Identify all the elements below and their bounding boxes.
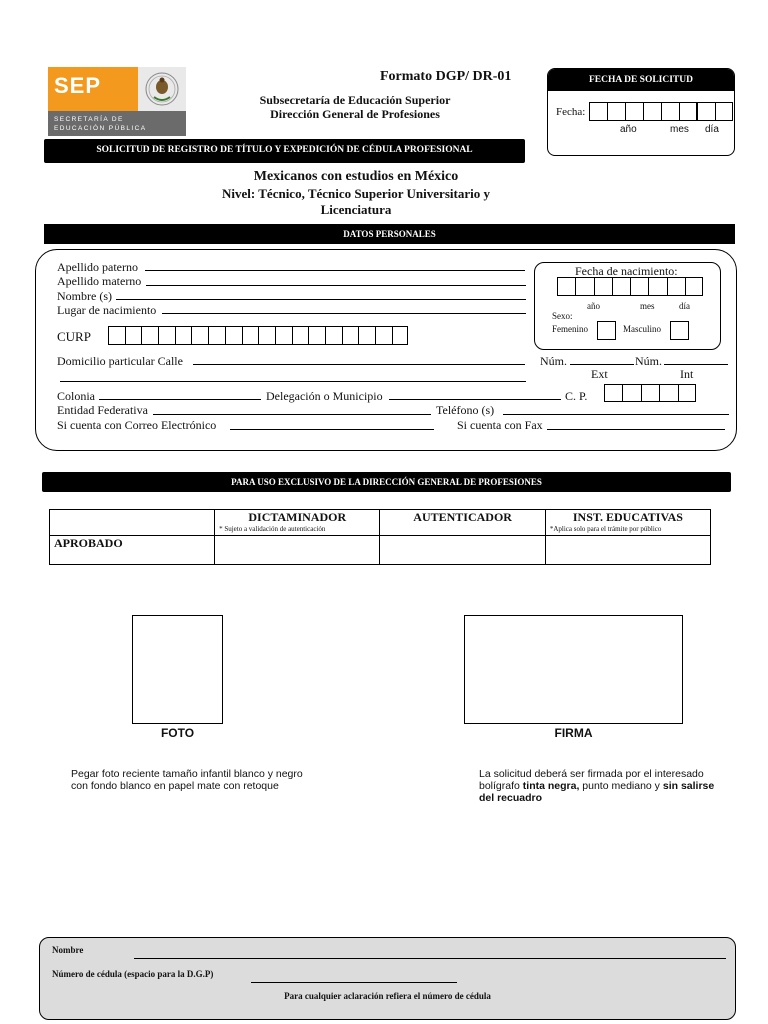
dgp-dictaminador-cell[interactable] xyxy=(215,536,380,565)
field-domicilio[interactable] xyxy=(193,364,525,365)
logo-sub-line1: SECRETARÍA DE xyxy=(54,116,124,123)
request-date-day-cells[interactable] xyxy=(697,102,733,121)
label-domicilio: Domicilio particular Calle xyxy=(57,354,183,368)
subtitle-line2: Nivel: Técnico, Técnico Superior Universitario y xyxy=(222,186,490,201)
dgp-aprobado-label: APROBADO xyxy=(50,536,215,565)
label-nombre: Nombre (s) xyxy=(57,289,112,303)
request-date-label: Fecha: xyxy=(556,106,586,118)
label-curp: CURP xyxy=(57,329,91,344)
male-checkbox[interactable] xyxy=(670,321,689,340)
dgp-autenticador-header: AUTENTICADOR xyxy=(380,510,545,536)
label-delegacion: Delegación o Municipio xyxy=(266,389,383,403)
field-nombre[interactable] xyxy=(116,299,526,300)
request-date-day: día xyxy=(705,124,719,135)
request-date-cells[interactable] xyxy=(589,102,697,121)
cp-cells[interactable] xyxy=(604,384,696,402)
birth-month: mes xyxy=(640,301,655,311)
request-date-title: FECHA DE SOLICITUD xyxy=(548,69,734,91)
request-date-month: mes xyxy=(670,124,689,135)
logo-sub-line2: EDUCACIÓN PÚBLICA xyxy=(54,125,147,132)
request-title-bar: SOLICITUD DE REGISTRO DE TÍTULO Y EXPEDICIÓN DE CÉDULA PROFESIONAL xyxy=(44,139,525,163)
field-delegacion[interactable] xyxy=(389,399,561,400)
field-domicilio-line2[interactable] xyxy=(60,381,526,382)
footer-cedula-field[interactable] xyxy=(251,982,457,983)
label-telefono: Teléfono (s) xyxy=(436,403,495,417)
field-apellido-paterno[interactable] xyxy=(145,270,525,271)
footer-note: Para cualquier aclaración refiera el número de cédula xyxy=(284,991,491,1001)
format-code: Formato DGP/ DR-01 xyxy=(380,69,512,84)
signature-instructions: La solicitud deberá ser firmada por el interesado bolígrafo tinta negra, punto mediano y sin salirse del recuadro xyxy=(479,768,715,804)
logo-gray-block xyxy=(48,111,186,136)
dgp-inst-header: INST. EDUCATIVAS *Aplica solo para el trámite por público xyxy=(545,510,710,536)
field-fax[interactable] xyxy=(547,429,725,430)
logo-orange-block xyxy=(48,67,138,111)
curp-cells[interactable] xyxy=(108,326,408,345)
field-num-int[interactable] xyxy=(664,364,728,365)
field-entidad[interactable] xyxy=(153,414,431,415)
label-lugar-nacimiento: Lugar de nacimiento xyxy=(57,303,157,317)
signature-box[interactable] xyxy=(464,615,683,724)
label-num-int: Núm. xyxy=(635,354,662,368)
dictaminador-note: * Sujeto a validación de autenticación xyxy=(219,525,326,533)
footer-cedula-label: Número de cédula (espacio para la D.G.P) xyxy=(52,969,214,979)
logo-sep-text: SEP xyxy=(54,73,102,98)
label-fax: Si cuenta con Fax xyxy=(457,418,543,432)
dgp-empty-cell xyxy=(50,510,215,536)
dgp-autenticador-cell[interactable] xyxy=(380,536,545,565)
label-correo: Si cuenta con Correo Electrónico xyxy=(57,418,217,432)
request-date-year: año xyxy=(620,124,637,135)
label-entidad: Entidad Federativa xyxy=(57,403,148,417)
dgp-exclusive-bar: PARA USO EXCLUSIVO DE LA DIRECCIÓN GENERAL DE PROFESIONES xyxy=(42,472,731,492)
label-ext: Ext xyxy=(591,367,608,381)
subtitle-line1: Mexicanos con estudios en México xyxy=(253,169,459,184)
dgp-table xyxy=(49,509,711,565)
inst-note: *Aplica solo para el trámite por público xyxy=(549,525,662,533)
female-checkbox[interactable] xyxy=(597,321,616,340)
photo-instructions: Pegar foto reciente tamaño infantil blanco y negro con fondo blanco en papel mate con retoque xyxy=(71,768,303,792)
birth-date-cells[interactable] xyxy=(557,277,703,296)
label-apellido-materno: Apellido materno xyxy=(57,274,142,288)
birth-day: día xyxy=(679,301,690,311)
field-correo[interactable] xyxy=(230,429,434,430)
label-int: Int xyxy=(680,367,694,381)
birth-date-title: Fecha de nacimiento: xyxy=(575,264,678,278)
label-cp: C. P. xyxy=(565,389,588,403)
field-telefono[interactable] xyxy=(503,414,729,415)
sep-logo xyxy=(48,67,186,136)
label-num-ext: Núm. xyxy=(540,354,567,368)
photo-label: FOTO xyxy=(160,726,195,740)
dgp-dictaminador-header: DICTAMINADOR * Sujeto a validación de autenticación xyxy=(215,510,380,536)
field-num-ext[interactable] xyxy=(570,364,634,365)
field-apellido-materno[interactable] xyxy=(146,285,526,286)
female-label: Femenino xyxy=(552,324,588,334)
label-colonia: Colonia xyxy=(57,389,95,403)
footer-nombre-field[interactable] xyxy=(134,958,726,959)
field-lugar-nacimiento[interactable] xyxy=(162,313,526,314)
mexican-coat-of-arms-icon xyxy=(138,67,186,111)
footer-nombre-label: Nombre xyxy=(52,945,84,955)
dgp-inst-cell[interactable] xyxy=(545,536,710,565)
header-sub1: Subsecretaría de Educación Superior xyxy=(259,93,451,107)
label-apellido-paterno: Apellido paterno xyxy=(57,260,138,274)
field-colonia[interactable] xyxy=(99,399,261,400)
sex-label: Sexo: xyxy=(552,311,573,321)
header-sub2: Dirección General de Profesiones xyxy=(270,107,440,121)
personal-data-bar: DATOS PERSONALES xyxy=(44,224,735,244)
subtitle-line3: Licenciatura xyxy=(320,202,392,217)
male-label: Masculino xyxy=(623,324,661,334)
photo-box[interactable] xyxy=(132,615,223,724)
signature-label: FIRMA xyxy=(554,726,593,740)
birth-year: año xyxy=(587,301,600,311)
